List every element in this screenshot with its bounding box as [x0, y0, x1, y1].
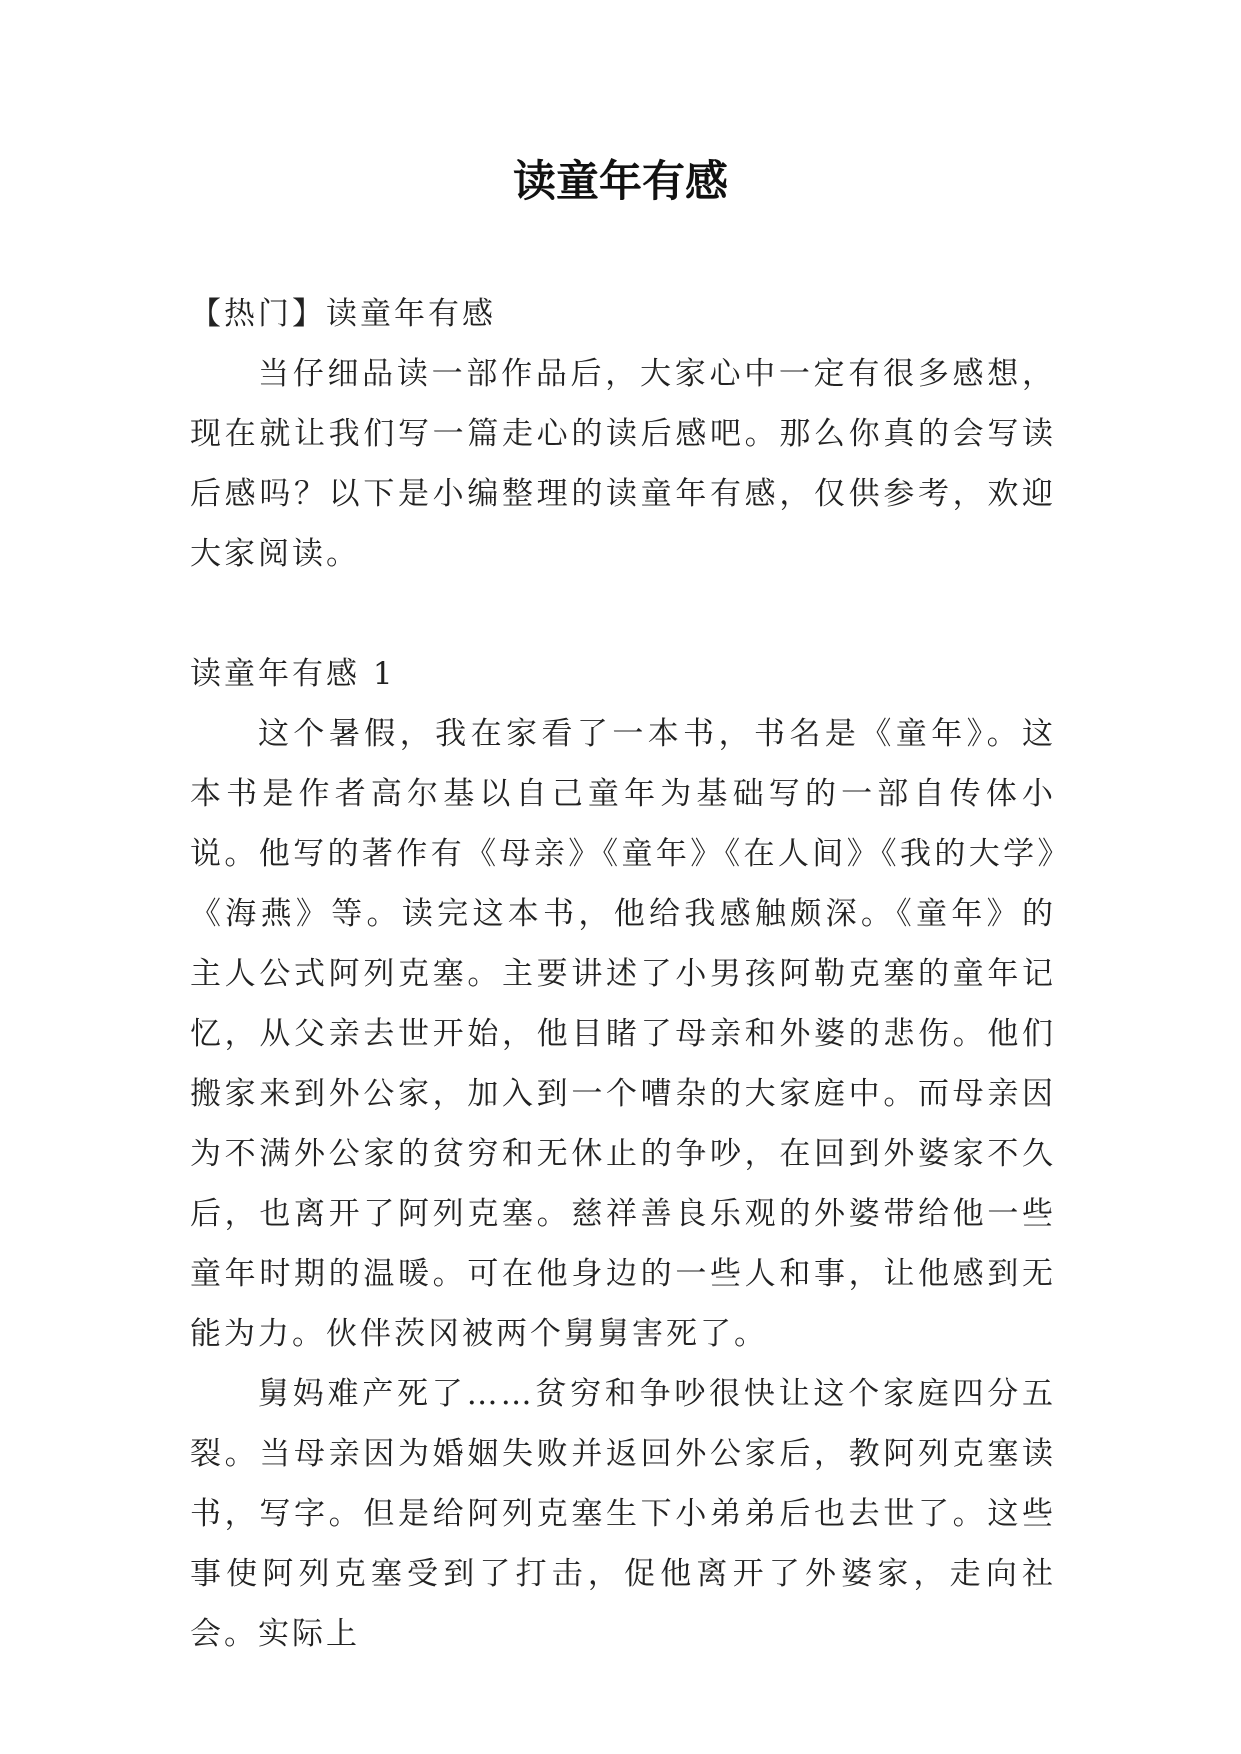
section-heading: 读童年有感 1: [190, 656, 396, 692]
paragraph-spacer: [190, 584, 1056, 644]
body-paragraph-2: 舅妈难产死了……贫穷和争吵很快让这个家庭四分五裂。当母亲因为婚姻失败并返回外公家后，教阿列克塞读书，写字。但是给阿列克塞生下小弟弟后也去世了。这些事使阿列克塞受到了打击，促他离开了外婆家，走向社会。实际上: [190, 1376, 1056, 1652]
subheading: 【热门】读童年有感: [190, 296, 496, 332]
document-body: [190, 284, 1056, 1664]
body-paragraph-1: 这个暑假，我在家看了一本书，书名是《童年》。这本书是作者高尔基以自己童年为基础写的一部自传体小说。他写的著作有《母亲》《童年》《在人间》《我的大学》《海燕》等。读完这本书，他给我感触颇深。《童年》的主人公式阿列克塞。主要讲述了小男孩阿勒克塞的童年记忆，从父亲去世开始，他目睹了母亲和外婆的悲伤。他们搬家来到外公家，加入到一个嘈杂的大家庭中。而母亲因为不满外公家的贫穷和无休止的争吵，在回到外婆家不久后，也离开了阿列克塞。慈祥善良乐观的外婆带给他一些童年时期的温暖。可在他身边的一些人和事，让他感到无能为力。伙伴茨冈被两个舅舅害死了。: [190, 716, 1056, 1352]
intro-paragraph: 当仔细品读一部作品后，大家心中一定有很多感想，现在就让我们写一篇走心的读后感吧。那么你真的会写读后感吗？以下是小编整理的读童年有感，仅供参考，欢迎大家阅读。: [190, 356, 1056, 572]
document-title: 读童年有感: [513, 157, 728, 207]
